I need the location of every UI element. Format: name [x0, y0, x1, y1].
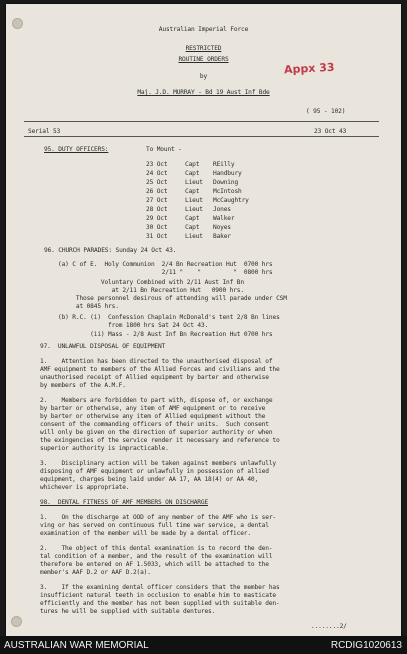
dental-text: ving or has served on continuous full time war service, a dental [40, 522, 269, 529]
church-line: 2/11 " " " 0800 hrs [58, 269, 273, 276]
roster-rank: Capt [185, 188, 200, 195]
serial-number: Serial 53 [28, 128, 61, 135]
duty-officers-heading: 95. DUTY OFFICERS: [44, 146, 109, 153]
disposal-text: the exingencies of the service render it necessary and reference to [40, 437, 280, 444]
dental-text: therefore be entered on AF 1.5033, which will be attached to the [40, 561, 269, 568]
roster-officer: Baker [213, 233, 231, 240]
continuation-mark: ........2/ [311, 623, 347, 630]
footer-source: AUSTRALIAN WAR MEMORIAL [4, 640, 149, 651]
roster-date: 26 Oct [146, 188, 168, 195]
dental-text: tures he will be supplied with suitable dentures. [40, 608, 216, 615]
disposal-text: 3. Disciplinary action will be taken against members unlawfully [40, 460, 276, 467]
church-line: Voluntary Combined with 2/11 Aust Inf Bn [58, 279, 244, 286]
header-rule [24, 121, 379, 122]
page-range: ( 95 - 102) [306, 108, 346, 115]
disposal-text: AMF equipment to members of the Allied Forces and civilians and the [40, 366, 280, 373]
roster-officer: REilly [213, 161, 235, 168]
dental-text: tal condition of a member, and the result of the examination will [40, 553, 273, 560]
roster-officer: McIntosh [213, 188, 242, 195]
dental-text: examination of the member will be made by a dental officer. [40, 530, 251, 537]
disposal-text: disposing of AMF equipment or unlawfully in possession of allied [40, 468, 269, 475]
disposal-text: 1. Attention has been directed to the unauthorised disposal of [40, 358, 273, 365]
roster-officer: Noyes [213, 224, 231, 231]
roster-rank: Capt [185, 224, 200, 231]
dental-heading: 98. DENTAL FITNESS OF AMF MEMBERS ON DISCHARGE [40, 499, 209, 506]
to-mount-label: To Mount - [146, 146, 182, 153]
punch-hole-bottom [11, 616, 22, 627]
church-line: (ii) Mass - 2/8 Aust Inf Bn Recreation Hut 0700 hrs [58, 331, 273, 338]
disposal-text: by barter or otherwise, any item of AMF equipment or to receive [40, 405, 266, 412]
dental-text: efficiently and the member has not been supplied with suitable den- [40, 600, 280, 607]
disposal-heading: 97. UNLAWFUL DISPOSAL OF EQUIPMENT [40, 343, 166, 350]
disposal-text: equipment, charges being laid under AA 17, AA 18(4) or AA 40, [40, 476, 259, 483]
roster-date: 31 Oct [146, 233, 168, 240]
disposal-text: superior authority is impracticable. [40, 445, 169, 452]
roster-date: 27 Oct [146, 197, 168, 204]
force-heading: Australian Imperial Force [158, 26, 249, 33]
commander-line: Maj. J.D. MURRAY - Bd 19 Aust Inf Bde [137, 89, 270, 96]
classification: RESTRICTED [185, 45, 222, 52]
roster-officer: Jones [213, 206, 231, 213]
roster-officer: Handbury [213, 170, 242, 177]
disposal-text: by barter or otherwise any item of Allied equipment without the [40, 413, 266, 420]
dental-text: insufficient natural teeth in occlusion to enable him to masticate [40, 592, 276, 599]
order-date: 23 Oct 43 [314, 128, 347, 135]
roster-rank: Lieut [185, 197, 203, 204]
footer-record-id: RCDIG1020613 [330, 640, 402, 651]
roster-officer: McCaughtry [213, 197, 249, 204]
roster-rank: Lieut [185, 233, 203, 240]
disposal-text: 2. Members are forbidden to part with, dispose of, or exchange [40, 397, 273, 404]
roster-rank: Capt [185, 170, 200, 177]
church-line: (b) R.C. (i) Confession Chaplain McDonald's tent 2/8 Bn lines [58, 314, 280, 321]
dental-text: member's AAF D.2 or AAF D.2(a). [40, 569, 151, 576]
document-title: ROUTINE ORDERS [178, 56, 229, 63]
disposal-text: unauthorised receipt of Allied equipment by barter and otherwise [40, 374, 269, 381]
church-parades-heading: 96. CHURCH PARADES: Sunday 24 Oct 43. [44, 247, 177, 254]
roster-rank: Capt [185, 161, 200, 168]
dental-text: 2. The object of this dental examination is to record the den- [40, 545, 273, 552]
serial-rule [24, 136, 379, 137]
disposal-text: by members of the A.M.F. [40, 382, 126, 389]
church-line: at 0845 hrs. [58, 303, 119, 310]
roster-date: 25 Oct [146, 179, 168, 186]
church-line: (a) C of E. Holy Communion 2/4 Bn Recreation Hut 0700 hrs [58, 261, 273, 268]
archive-footer [0, 636, 407, 654]
roster-rank: Lieut [185, 206, 203, 213]
dental-text: 3. If the examining dental officer considers that the member has [40, 584, 280, 591]
roster-officer: Downing [213, 179, 239, 186]
roster-rank: Lieut [185, 179, 203, 186]
roster-rank: Capt [185, 215, 200, 222]
roster-officer: Walker [213, 215, 235, 222]
disposal-text: whichever is appropriate. [40, 484, 130, 491]
roster-date: 30 Oct [146, 224, 168, 231]
disposal-text: will only be given on the direction of superior authority or when [40, 429, 273, 436]
church-line: from 1800 hrs Sat 24 Oct 43. [58, 322, 209, 329]
church-line: Those personnel desirous of attending will parade under CSM [58, 295, 287, 302]
church-line: at 2/11 Bn Recreation Hut 0900 hrs. [58, 287, 244, 294]
disposal-text: consent of the commanding officers of their units. Such consent [40, 421, 269, 428]
appendix-stamp: Appx 33 [283, 60, 335, 77]
roster-date: 23 Oct [146, 161, 168, 168]
document-page [6, 4, 401, 636]
roster-date: 24 Oct [146, 170, 168, 177]
roster-date: 29 Oct [146, 215, 168, 222]
dental-text: 1. On the discharge at OOD of any member of the AMF who is ser- [40, 514, 276, 521]
by-label: by [199, 73, 208, 80]
roster-date: 28 Oct [146, 206, 168, 213]
